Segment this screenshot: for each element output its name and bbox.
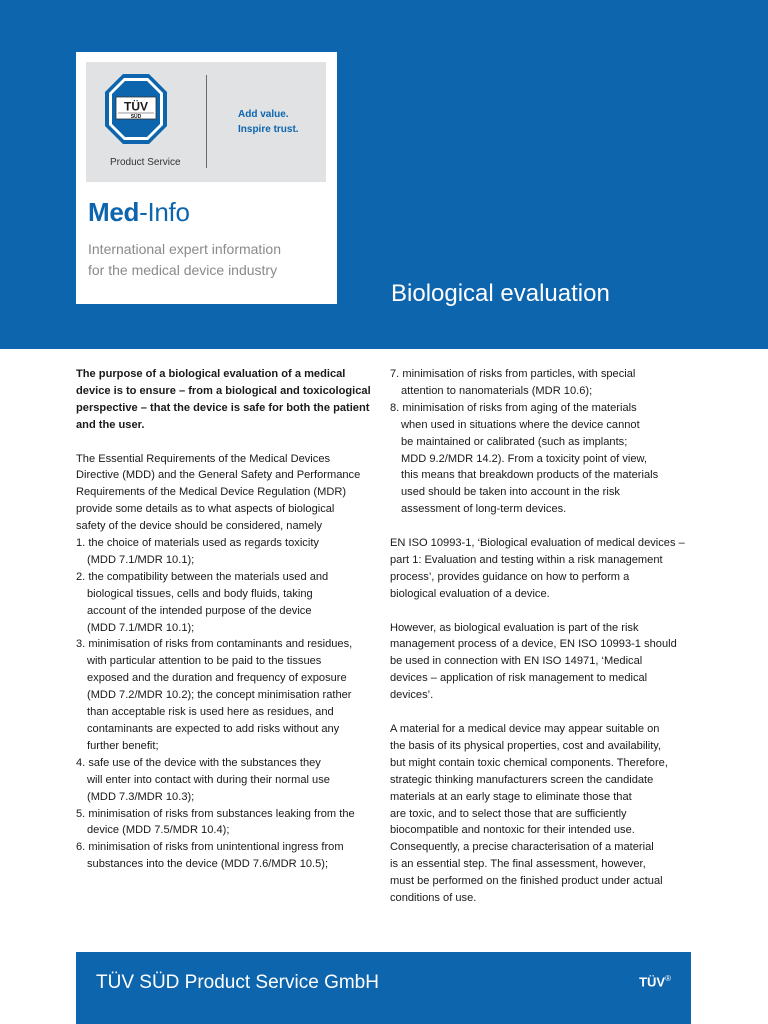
- left-column-text-line: 2. the compatibility between the materials used and: [76, 570, 329, 583]
- left-column-text-line: 3. minimisation of risks from contaminants and residues,: [76, 638, 353, 651]
- page-title: Biological evaluation: [391, 280, 610, 307]
- left-column-text-line: (MDD 7.3/MDR 10.3);: [87, 790, 195, 803]
- right-column-text-line: A material for a medical device may appear suitable on: [390, 722, 660, 735]
- tagline-line-2: for the medical device industry: [88, 262, 278, 278]
- right-column-text-line: assessment of long-term devices.: [401, 503, 567, 516]
- left-column-text-line: perspective – that the device is safe for both the patient: [76, 401, 370, 414]
- left-column-text-line: contaminants are expected to add risks without any: [87, 723, 340, 736]
- left-column-text-line: 4. safe use of the device with the substances they: [76, 756, 321, 769]
- left-column-text-line: (MDD 7.1/MDR 10.1);: [87, 621, 195, 634]
- right-column-text-line: biological evaluation of a device.: [390, 587, 550, 600]
- left-column-text-line: device (MDD 7.5/MDR 10.4);: [87, 824, 230, 837]
- slogan: [238, 107, 299, 137]
- left-column-text-line: (MDD 7.2/MDR 10.2); the concept minimisation rather: [87, 689, 352, 702]
- paragraph-gap: [76, 434, 376, 451]
- left-column-text-line: exposed and the duration and frequency of exposure: [87, 672, 347, 685]
- right-column-text-line: materials at an early stage to eliminate those that: [390, 790, 632, 803]
- med-info-card: [76, 52, 337, 304]
- right-column-text-line: 8. minimisation of risks from aging of the materials: [390, 401, 637, 414]
- paragraph-gap: [390, 603, 694, 620]
- left-column-text-line: The purpose of a biological evaluation of a medical: [76, 368, 346, 380]
- left-column-text-line: further benefit;: [87, 739, 159, 752]
- left-column-text-line: 6. minimisation of risks from unintentional ingress from: [76, 841, 344, 854]
- left-column-text-line: 5. minimisation of risks from substances leaking from the: [76, 807, 355, 820]
- left-column-text-line: provide some details as to what aspects of biological: [76, 503, 335, 516]
- product-service-label: Product Service: [110, 157, 181, 168]
- left-column-text-line: Directive (MDD) and the General Safety and Performance: [76, 469, 361, 482]
- right-column-text-line: conditions of use.: [390, 892, 477, 905]
- right-column-text-line: the basis of its physical properties, cost and availability,: [390, 739, 662, 752]
- right-column-text-line: is an essential step. The final assessment, however,: [390, 858, 646, 871]
- company-name: TÜV SÜD Product Service GmbH: [96, 972, 379, 993]
- right-column: [390, 366, 694, 907]
- left-column: [76, 366, 376, 873]
- logo-panel: [86, 62, 326, 182]
- left-column-text-line: safety of the device should be considered, namely: [76, 520, 323, 533]
- right-column-text-line: this means that breakdown products of the materials: [401, 469, 659, 482]
- right-column-text-line: part 1: Evaluation and testing within a risk management: [390, 553, 663, 566]
- left-column-text-line: Requirements of the Medical Device Regulation (MDR): [76, 486, 347, 499]
- svg-text:SÜD: SÜD: [130, 114, 142, 120]
- left-column-text-line: will enter into contact with during their normal use: [87, 773, 330, 786]
- svg-text:TÜV: TÜV: [124, 99, 148, 114]
- footer-logo-text: TÜV: [639, 974, 666, 990]
- med-info-bold: Med: [88, 197, 140, 227]
- tagline-line-1: International expert information: [88, 241, 281, 257]
- left-column-text-line: and the user.: [76, 418, 145, 431]
- left-column-text-line: with particular attention to be paid to the tissues: [87, 655, 322, 668]
- right-column-text-line: Consequently, a precise characterisation of a material: [390, 841, 654, 854]
- med-info-wordmark: [88, 197, 190, 228]
- left-column-text-line: The Essential Requirements of the Medical Devices: [76, 452, 331, 465]
- right-column-text-line: biocompatible and nontoxic for their intended use.: [390, 824, 635, 837]
- tuv-footer-wordmark: [639, 974, 671, 989]
- left-column-text-line: substances into the device (MDD 7.6/MDR 10.5);: [87, 858, 329, 871]
- tuv-sud-octagon-logo: [104, 73, 168, 145]
- left-column-text-line: than acceptable risk is used here as residues, and: [87, 706, 334, 719]
- header-band: [0, 0, 768, 349]
- right-column-text-line: used should be taken into account in the risk: [401, 486, 620, 499]
- right-column-text-line: However, as biological evaluation is part of the risk: [390, 621, 639, 634]
- right-column-text-line: EN ISO 10993-1, ‘Biological evaluation of medical devices –: [390, 537, 685, 550]
- right-column-text-line: attention to nanomaterials (MDR 10.6);: [401, 384, 593, 397]
- footer-bar: [76, 952, 691, 1024]
- right-column-text-line: be used in connection with EN ISO 14971, ‘Medical: [390, 655, 643, 668]
- right-column-text-line: 7. minimisation of risks from particles, with special: [390, 368, 636, 380]
- right-column-text-line: are toxic, and to select those that are sufficiently: [390, 807, 627, 820]
- right-column-text-line: be maintained or calibrated (such as implants;: [401, 435, 628, 448]
- left-column-text-line: account of the intended purpose of the device: [87, 604, 312, 617]
- left-column-text-line: 1. the choice of materials used as regards toxicity: [76, 537, 319, 550]
- slogan-line-2: Inspire trust.: [238, 124, 299, 135]
- right-column-text-line: when used in situations where the device cannot: [401, 418, 640, 431]
- left-column-text-line: biological tissues, cells and body fluids, taking: [87, 587, 313, 600]
- med-info-rest: -Info: [139, 197, 190, 227]
- right-column-text-line: must be performed on the finished product under actual: [390, 875, 663, 888]
- left-column-text-line: device is to ensure – from a biological and toxicological: [76, 384, 371, 397]
- registered-mark: ®: [665, 974, 671, 983]
- right-column-text-line: MDD 9.2/MDR 14.2). From a toxicity point of view,: [401, 452, 647, 465]
- paragraph-gap: [390, 704, 694, 721]
- right-column-text-line: but might contain toxic chemical components. Therefore,: [390, 756, 668, 769]
- right-column-text-line: devices’.: [390, 689, 434, 702]
- right-column-text-line: process’, provides guidance on how to perform a: [390, 570, 630, 583]
- logo-divider: [206, 75, 207, 168]
- slogan-line-1: Add value.: [238, 109, 289, 120]
- right-column-text-line: management process of a device, EN ISO 10993-1 should: [390, 638, 677, 651]
- paragraph-gap: [390, 518, 694, 535]
- left-column-text-line: (MDD 7.1/MDR 10.1);: [87, 553, 195, 566]
- right-column-text-line: strategic thinking manufacturers screen the candidate: [390, 773, 654, 786]
- right-column-text-line: devices – application of risk management to medical: [390, 672, 648, 685]
- tagline: [88, 239, 281, 281]
